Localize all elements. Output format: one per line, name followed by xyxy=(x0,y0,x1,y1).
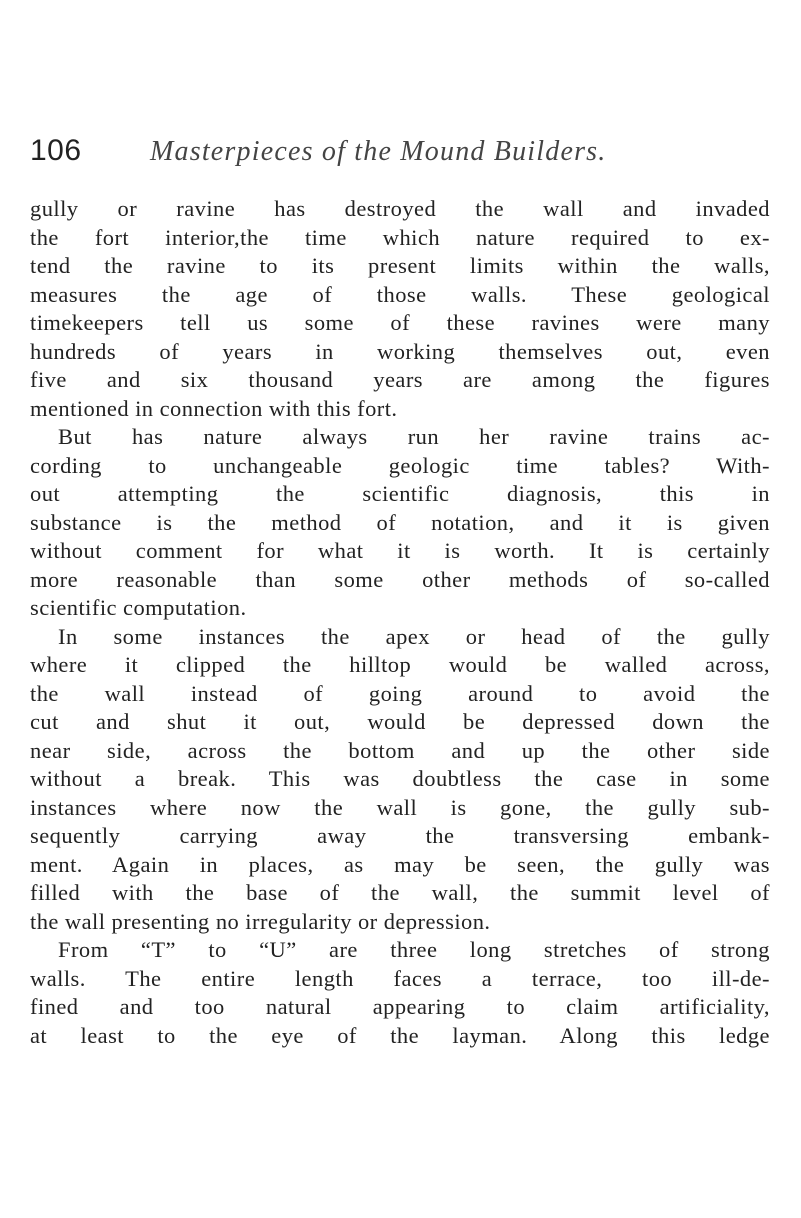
text-line: In some instances the apex or head of the gully xyxy=(58,623,770,649)
page-header xyxy=(30,134,750,178)
text-line: the fort interior,the time which nature required to ex- xyxy=(30,224,770,250)
text-line: more reasonable than some other methods of so-called xyxy=(30,566,770,592)
text-line: scientific computation. xyxy=(30,595,247,620)
text-line: timekeepers tell us some of these ravines were many xyxy=(30,310,770,335)
running-title: Masterpieces of the Mound Builders. xyxy=(150,136,607,167)
text-line: mentioned in connection with this fort. xyxy=(30,395,398,421)
text-line: cording to unchangeable geologic time tables? With- xyxy=(30,452,770,478)
text-line: filled with the base of the wall, the summit level of xyxy=(30,880,770,905)
text-line: where it clipped the hilltop would be walled across, xyxy=(30,652,770,677)
text-line: tend the ravine to its present limits within the walls, xyxy=(30,253,770,278)
text-line: fined and too natural appearing to claim artificiality, xyxy=(30,994,770,1019)
text-line: walls. The entire length faces a terrace, too ill-de- xyxy=(30,965,770,991)
text-line: gully or ravine has destroyed the wall and invaded xyxy=(30,196,770,221)
text-line: near side, across the bottom and up the other side xyxy=(30,737,770,763)
text-line: without a break. This was doubtless the case in some xyxy=(30,766,770,791)
text-line: instances where now the wall is gone, the gully sub- xyxy=(30,794,770,820)
text-line: measures the age of those walls. These geological xyxy=(30,281,770,307)
text-line: cut and shut it out, would be depressed down the xyxy=(30,709,770,734)
text-line: ment. Again in places, as may be seen, the gully was xyxy=(30,851,770,877)
text-line: From “T” to “U” are three long stretches of strong xyxy=(58,937,770,962)
text-line: out attempting the scientific diagnosis, this in xyxy=(30,481,770,506)
text-line: five and six thousand years are among the figures xyxy=(30,367,770,392)
text-line: the wall instead of going around to avoid the xyxy=(30,680,770,706)
text-line: substance is the method of notation, and it is given xyxy=(30,509,770,535)
page-number: 106 xyxy=(30,134,82,167)
text-line: hundreds of years in working themselves out, even xyxy=(30,338,770,364)
body-text xyxy=(30,195,770,1050)
text-line: sequently carrying away the transversing embank- xyxy=(30,823,770,848)
text-line: without comment for what it is worth. It is certainly xyxy=(30,538,770,563)
text-line: the wall presenting no irregularity or depression. xyxy=(30,908,491,934)
text-line: But has nature always run her ravine trains ac- xyxy=(58,424,770,449)
text-line: at least to the eye of the layman. Along this ledge xyxy=(30,1022,770,1048)
